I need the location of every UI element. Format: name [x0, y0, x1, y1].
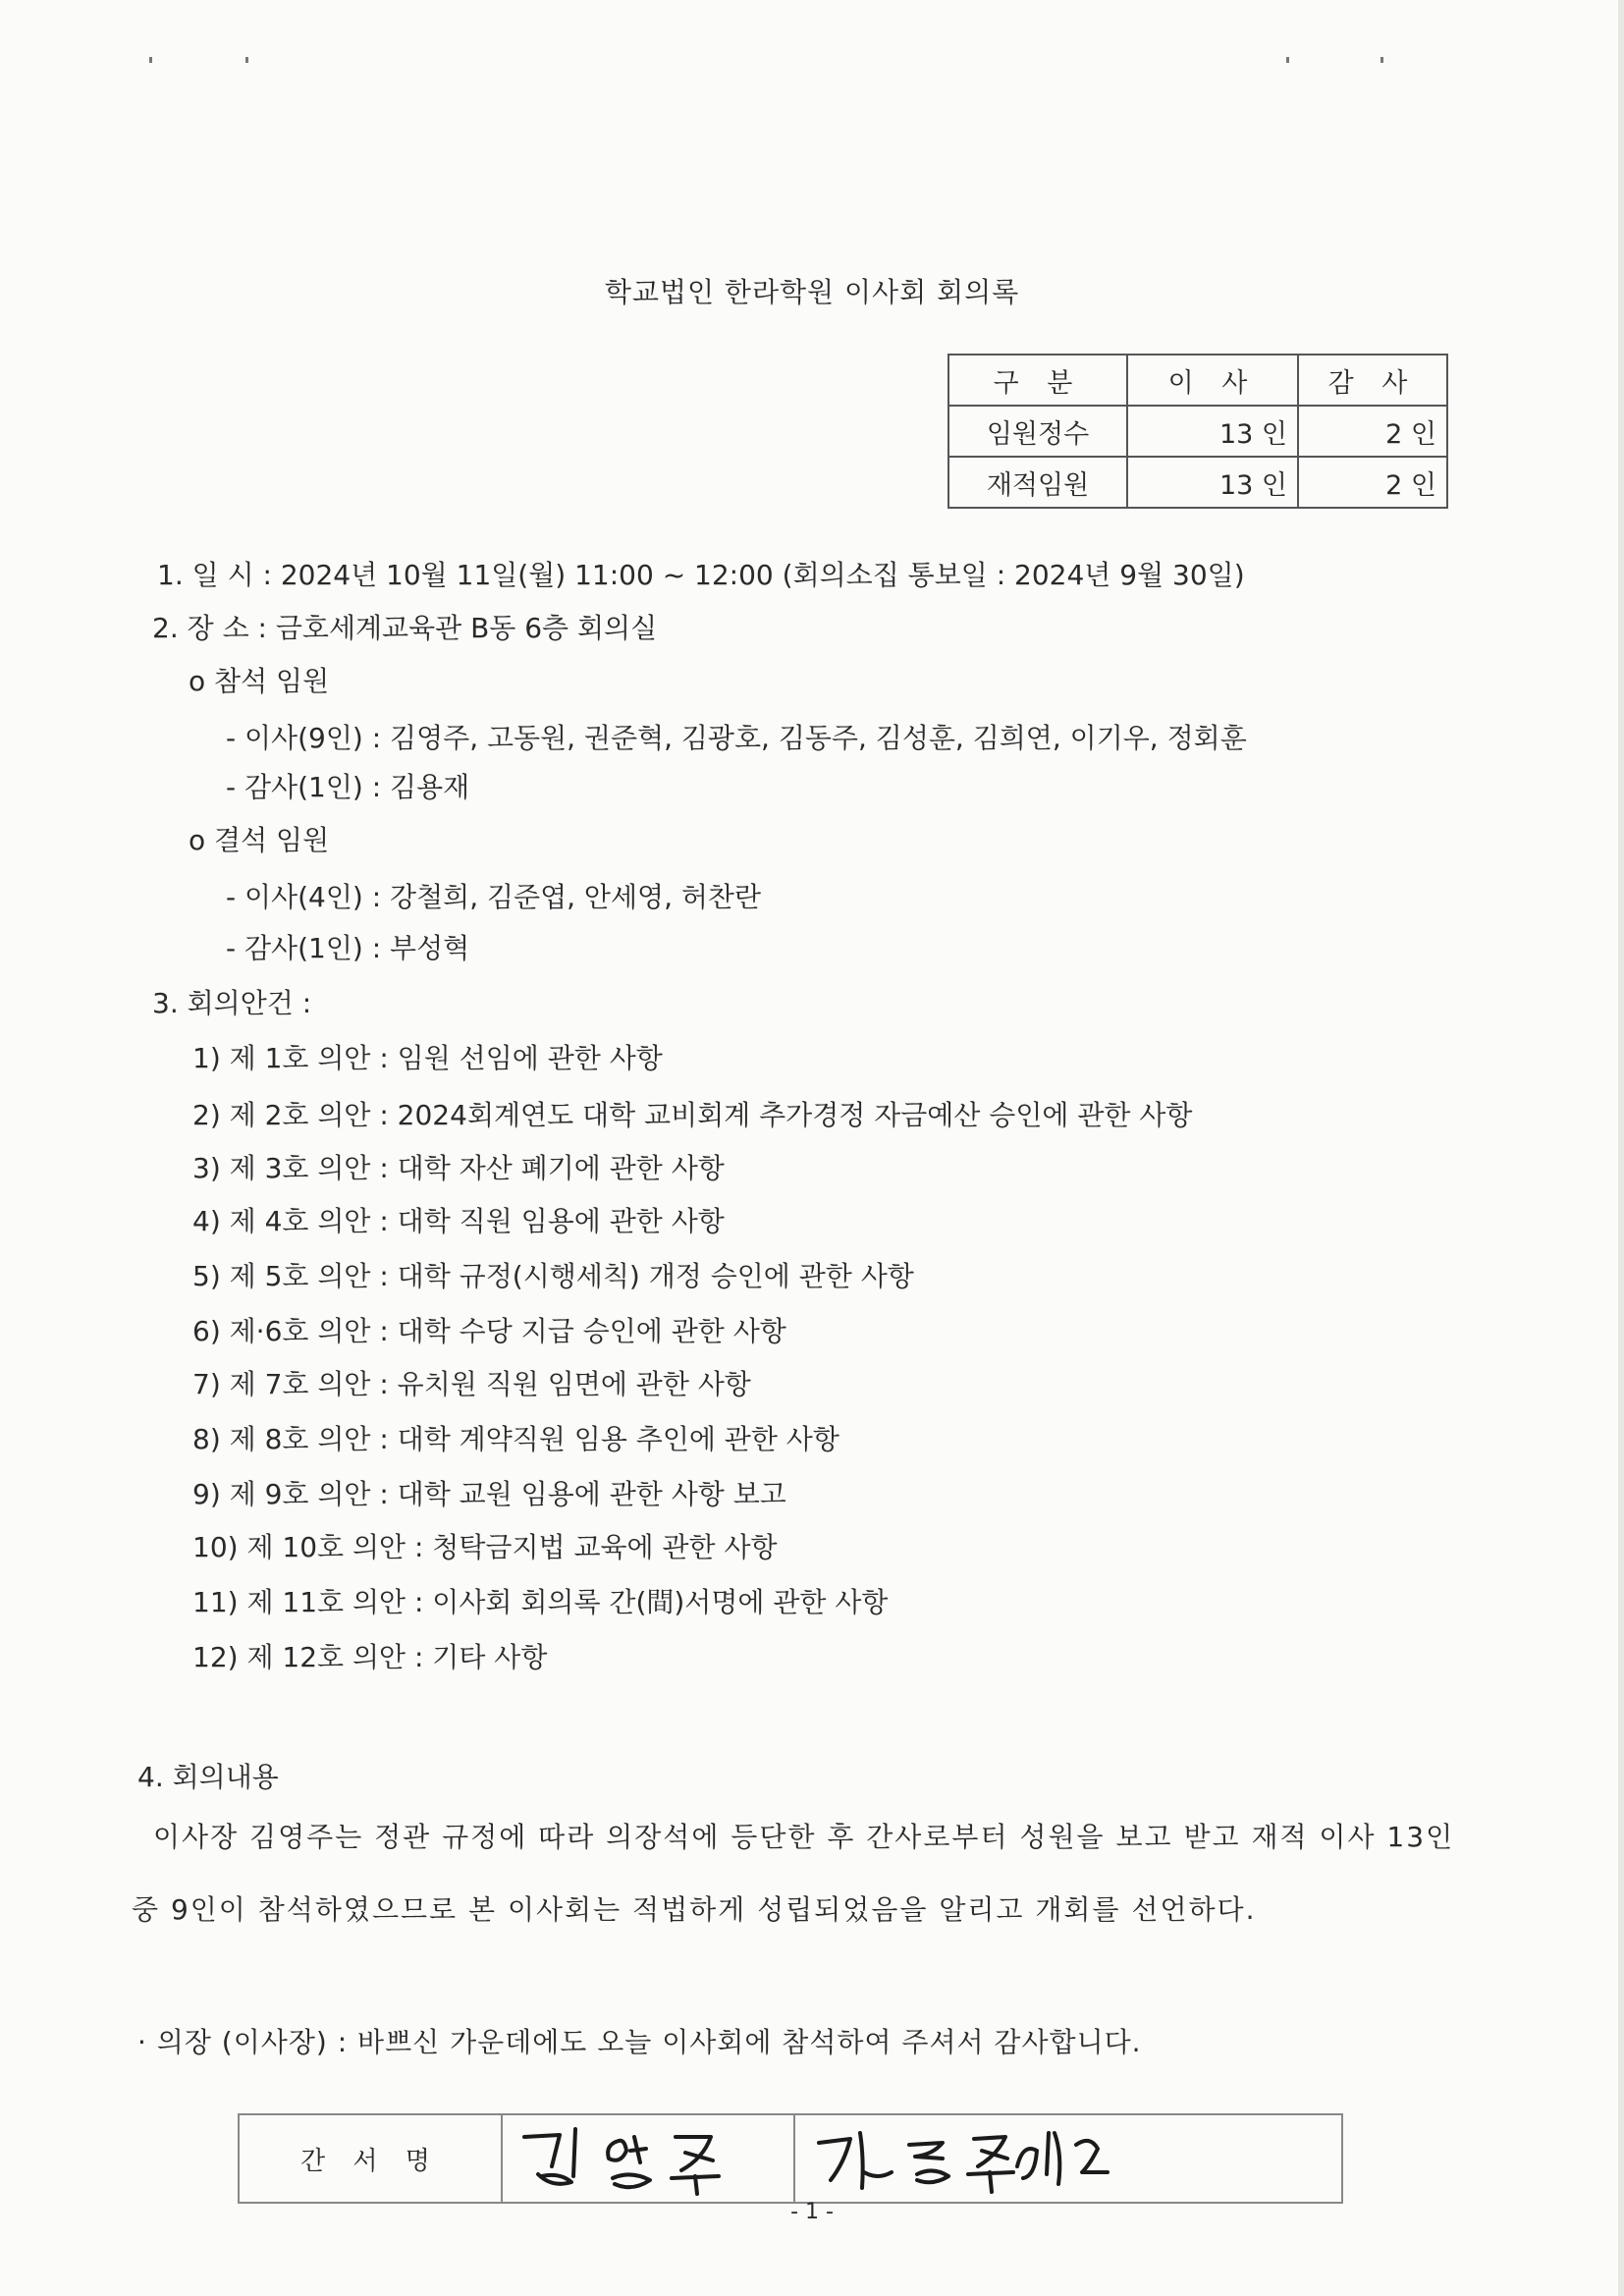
table-header-cell: 이 사: [1127, 355, 1298, 406]
signature-box: [238, 2113, 1343, 2204]
scan-mark: [1286, 57, 1289, 63]
agenda-heading: 3. 회의안건 :: [152, 987, 312, 1019]
content-paragraph: 이사장 김영주는 정관 규정에 따라 의장석에 등단한 후 간사로부터 성원을 보고 받고 재적 이사 13인 중 9인이 참석하였으므로 본 이사회는 적법하게 성립되었음을 알리고 개회를 선언하다.: [132, 1821, 1455, 1926]
absent-heading: o 결석 임원: [189, 824, 330, 856]
table-header-cell: 감 사: [1298, 355, 1447, 406]
table-cell: 재적임원: [948, 457, 1127, 508]
agenda-item: 12) 제 12호 의안 : 기타 사항: [192, 1641, 548, 1673]
scan-mark: [1380, 57, 1383, 63]
meeting-location: 2. 장 소 : 금호세계교육관 B동 6층 회의실: [152, 612, 658, 644]
signature-row: [239, 2114, 1342, 2203]
signature-cell: [794, 2114, 1342, 2203]
absent-directors: - 이사(4인) : 강철희, 김준엽, 안세영, 허찬란: [226, 881, 762, 913]
table-cell: 임원정수: [948, 406, 1127, 457]
agenda-item: 6) 제·6호 의안 : 대학 수당 지급 승인에 관한 사항: [192, 1315, 786, 1347]
absent-auditors: - 감사(1인) : 부성혁: [226, 932, 470, 964]
signature-cell: [502, 2114, 794, 2203]
table-cell: 2 인: [1298, 457, 1447, 508]
table-cell: 13 인: [1127, 457, 1298, 508]
present-auditors: - 감사(1인) : 김용재: [226, 771, 470, 803]
agenda-item: 1) 제 1호 의안 : 임원 선임에 관한 사항: [192, 1042, 663, 1074]
agenda-item: 11) 제 11호 의안 : 이사회 회의록 간(間)서명에 관한 사항: [192, 1586, 889, 1618]
signature-label: 간 서 명: [239, 2114, 502, 2203]
page-number: - 1 -: [790, 2200, 834, 2224]
agenda-item: 5) 제 5호 의안 : 대학 규정(시행세칙) 개정 승인에 관한 사항: [192, 1260, 914, 1292]
content-heading: 4. 회의내용: [137, 1761, 279, 1793]
signature-image: [503, 2115, 793, 2198]
table-header-cell: 구 분: [948, 355, 1127, 406]
officer-count-table: [947, 354, 1448, 509]
table-row: [948, 457, 1447, 508]
page-edge: [1618, 0, 1624, 2296]
present-heading: o 참석 임원: [189, 665, 330, 697]
scan-mark: [149, 57, 152, 63]
scan-mark: [245, 57, 248, 63]
table-cell: 2 인: [1298, 406, 1447, 457]
agenda-item: 9) 제 9호 의안 : 대학 교원 임용에 관한 사항 보고: [192, 1478, 786, 1510]
agenda-item: 4) 제 4호 의안 : 대학 직원 임용에 관한 사항: [192, 1205, 725, 1237]
meeting-datetime: 1. 일 시 : 2024년 10월 11일(월) 11:00 ~ 12:00 (회의소집 통보일 : 2024년 9월 30일): [157, 559, 1245, 591]
agenda-item: 2) 제 2호 의안 : 2024회계연도 대학 교비회계 추가경정 자금예산 승인에 관한 사항: [192, 1099, 1193, 1131]
agenda-item: 3) 제 3호 의안 : 대학 자산 폐기에 관한 사항: [192, 1152, 725, 1184]
table-row: [948, 406, 1447, 457]
agenda-item: 7) 제 7호 의안 : 유치원 직원 임면에 관한 사항: [192, 1368, 751, 1400]
table-cell: 13 인: [1127, 406, 1298, 457]
agenda-item: 8) 제 8호 의안 : 대학 계약직원 임용 추인에 관한 사항: [192, 1423, 839, 1455]
signature-image: [795, 2115, 1341, 2198]
present-directors: - 이사(9인) : 김영주, 고동원, 권준혁, 김광호, 김동주, 김성훈, 김희연, 이기우, 정회훈: [226, 722, 1247, 754]
document-title: 학교법인 한라학원 이사회 회의록: [604, 276, 1020, 308]
agenda-item: 10) 제 10호 의안 : 청탁금지법 교육에 관한 사항: [192, 1531, 778, 1563]
table-header-row: [948, 355, 1447, 406]
chair-remark: · 의장 (이사장) : 바쁘신 가운데에도 오늘 이사회에 참석하여 주셔서 감사합니다.: [137, 2026, 1142, 2058]
